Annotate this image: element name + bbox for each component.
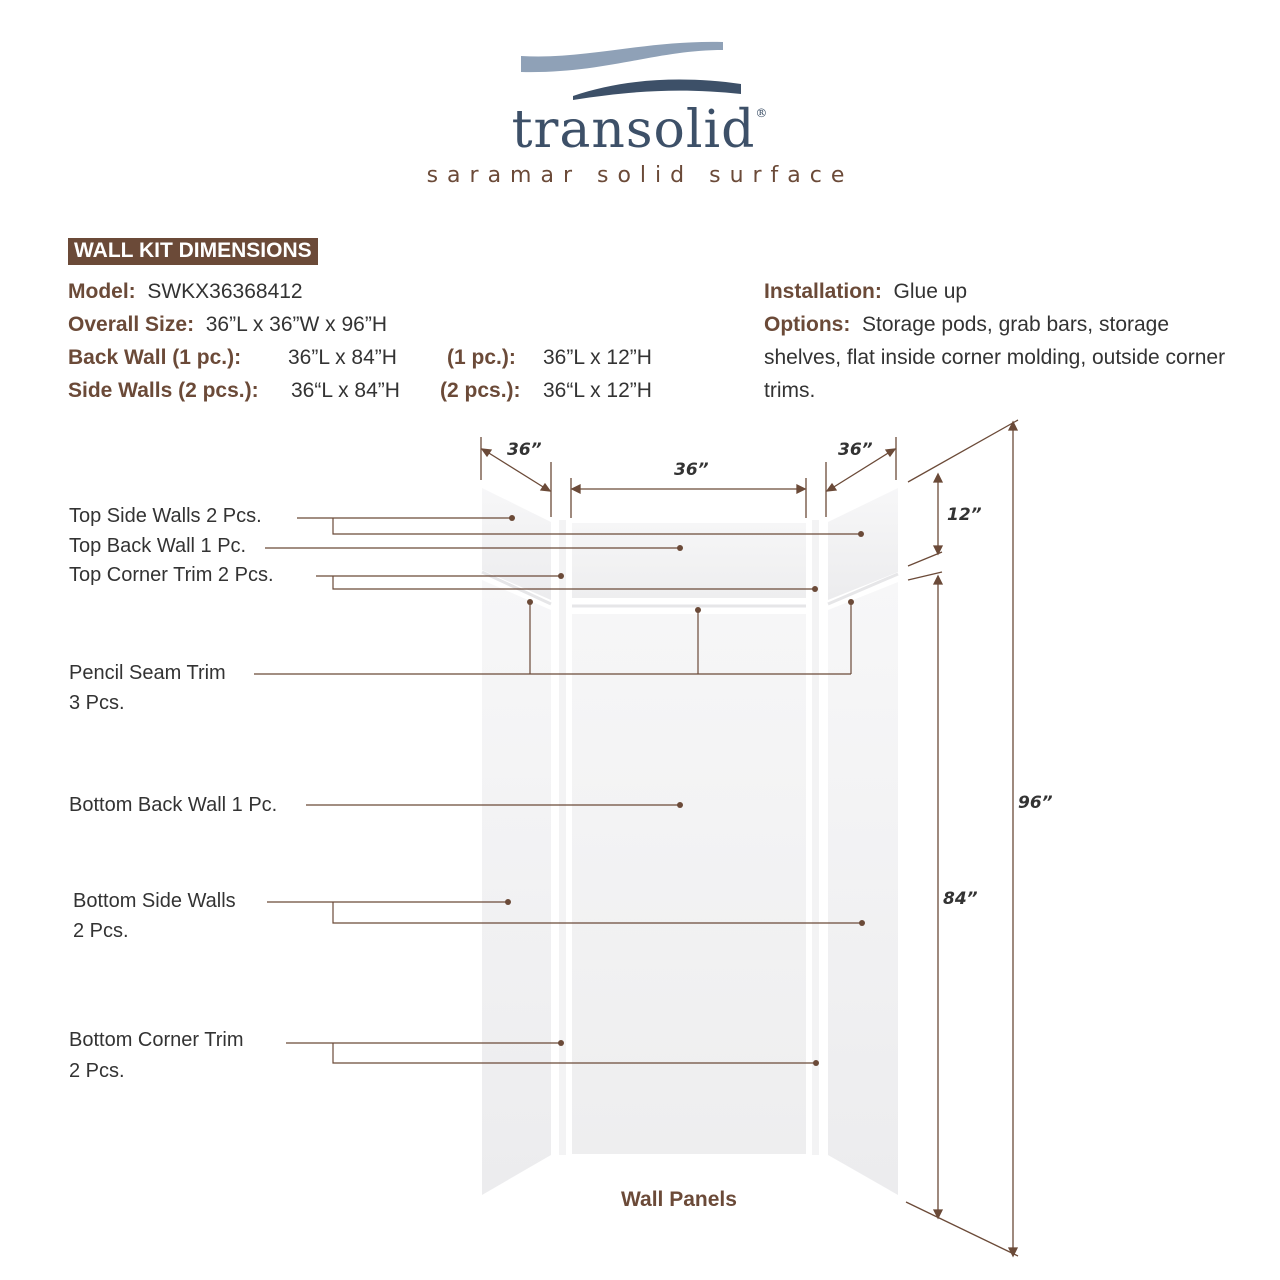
spec-back-value: 36”L x 84”H: [288, 346, 397, 369]
label-top-back-wall: Top Back Wall 1 Pc.: [69, 535, 247, 557]
section-heading: WALL KIT DIMENSIONS: [68, 238, 318, 265]
spec-install-label: Installation:: [764, 280, 882, 303]
dim-right-width: 36”: [838, 440, 873, 460]
spec-size-label: Overall Size:: [68, 313, 195, 336]
label-top-corner-trim: Top Corner Trim 2 Pcs.: [69, 564, 274, 586]
dim-left-width: 36”: [507, 440, 542, 460]
dim-back-width: 36”: [674, 460, 709, 480]
diagram-caption: Wall Panels: [621, 1188, 737, 1211]
label-bottom-corner-trim: Bottom Corner Trim: [69, 1029, 244, 1051]
top-left-side-wall: [482, 488, 551, 600]
logo-tagline: saramar solid surface: [426, 163, 854, 188]
spec-size-value: 36”L x 36”W x 96”H: [205, 313, 388, 336]
spec-options-value: Storage pods, grab bars, storage shelves, flat inside corner molding, outside corner trims.: [764, 313, 1226, 402]
label-pencil-seam-trim-qty: 3 Pcs.: [69, 692, 125, 714]
spec-model-value: SWKX36368412: [147, 280, 303, 303]
spec-side-value2: 36“L x 12”H: [543, 379, 652, 402]
right-corner-trim: [812, 520, 819, 1155]
spec-side-label: Side Walls (2 pcs.):: [68, 379, 259, 402]
dim-top-height: 12”: [947, 505, 982, 525]
left-corner-trim: [559, 520, 566, 1155]
spec-side-value: 36“L x 84”H: [291, 379, 400, 402]
label-pencil-seam-trim: Pencil Seam Trim: [69, 662, 226, 684]
logo-wordmark: transolid®: [511, 100, 769, 160]
dim-bottom-height: 84”: [943, 889, 978, 909]
spec-back-value2: 36”L x 12”H: [543, 346, 652, 369]
spec-options-label: Options:: [764, 313, 851, 336]
top-right-side-wall: [828, 488, 898, 600]
spec-back-label: Back Wall (1 pc.):: [68, 346, 242, 369]
bottom-back-wall: [572, 614, 806, 1154]
label-top-side-walls: Top Side Walls 2 Pcs.: [69, 505, 262, 527]
spec-install-value: Glue up: [893, 280, 968, 303]
label-bottom-side-walls-qty: 2 Pcs.: [73, 920, 129, 942]
label-bottom-back-wall: Bottom Back Wall 1 Pc.: [69, 794, 278, 816]
label-bottom-side-walls: Bottom Side Walls: [73, 890, 236, 912]
spec-back-label2: (1 pc.):: [447, 346, 516, 369]
spec-side-label2: (2 pcs.):: [440, 379, 521, 402]
bottom-left-side-wall: [482, 580, 551, 1195]
dim-total-height: 96”: [1018, 793, 1053, 813]
label-bottom-corner-trim-qty: 2 Pcs.: [69, 1060, 125, 1082]
spec-model-label: Model:: [68, 280, 136, 303]
